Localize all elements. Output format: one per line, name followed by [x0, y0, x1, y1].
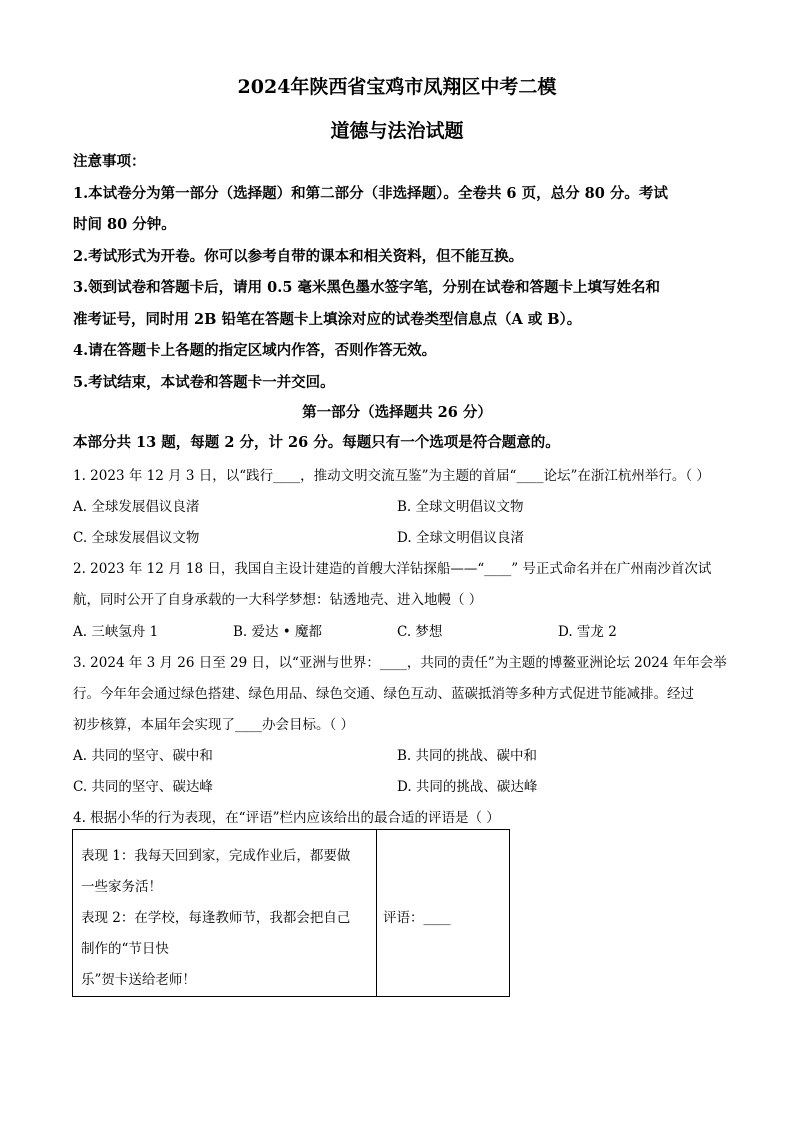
- option-a[interactable]: A. 共同的坚守、碳中和: [73, 748, 213, 764]
- question-stem: 3. 2024 年 3 月 26 日至 29 日，以“亚洲与世界：____，共同的责任”为主题的博鳌亚洲论坛 2024 年年会举: [73, 655, 727, 671]
- behavior-line: 表现 1：我每天回到家，完成作业后，都要做: [81, 848, 351, 864]
- behavior-line: 制作的“节日快: [81, 941, 169, 957]
- exam-title: 2024年陕西省宝鸡市凤翔区中考二模: [237, 76, 557, 98]
- question-stem: 初步核算，本届年会实现了____办会目标。（ ）: [73, 717, 355, 733]
- behavior-line: 一些家务活！: [81, 879, 162, 895]
- option-d[interactable]: D. 共同的挑战、碳达峰: [397, 779, 538, 795]
- behavior-line: 表现 2：在学校，每逢教师节，我都会把自己: [81, 910, 351, 926]
- notice-item: 5.考试结束，本试卷和答题卡一并交回。: [73, 374, 335, 391]
- option-a[interactable]: A. 三峡氢舟 1: [73, 624, 159, 640]
- option-d[interactable]: D. 全球文明倡议良渚: [397, 530, 524, 546]
- option-c[interactable]: C. 全球发展倡议文物: [73, 530, 200, 546]
- notice-heading: 注意事项：: [73, 153, 146, 170]
- comment-label: 评语：____: [383, 910, 451, 926]
- option-b[interactable]: B. 共同的挑战、碳中和: [397, 748, 538, 764]
- notice-item: 4.请在答题卡上各题的指定区域内作答，否则作答无效。: [73, 342, 437, 359]
- evaluation-table: [72, 829, 510, 997]
- notice-item: 时间 80 分钟。: [73, 216, 176, 233]
- notice-item: 准考证号，同时用 2B 铅笔在答题卡上填涂对应的试卷类型信息点（A 或 B）。: [73, 311, 582, 328]
- option-d[interactable]: D. 雪龙 2: [558, 624, 617, 640]
- notice-item: 1.本试卷分为第一部分（选择题）和第二部分（非选择题）。全卷共 6 页，总分 80 分。考试: [73, 185, 668, 202]
- option-a[interactable]: A. 全球发展倡议良渚: [73, 499, 200, 515]
- option-c[interactable]: C. 梦想: [397, 624, 443, 640]
- option-b[interactable]: B. 全球文明倡议文物: [397, 499, 524, 515]
- question-stem: 航，同时公开了自身承载的一大科学梦想：钻透地壳、进入地幔（ ）: [73, 592, 483, 608]
- option-b[interactable]: B. 爱达 • 魔都: [233, 624, 323, 640]
- question-stem: 行。今年年会通过绿色搭建、绿色用品、绿色交通、绿色互动、蓝碳抵消等多种方式促进节能减排。经过: [73, 686, 694, 702]
- notice-item: 2.考试形式为开卷。你可以参考自带的课本和相关资料，但不能互换。: [73, 248, 524, 265]
- part-instruction: 本部分共 13 题，每题 2 分，计 26 分。每题只有一个选项是符合题意的。: [73, 434, 560, 451]
- part-heading: 第一部分（选择题共 26 分）: [302, 404, 492, 421]
- behavior-cell: [73, 830, 377, 997]
- question-stem: 2. 2023 年 12 月 18 日，我国自主设计建造的首艘大洋钻探船——“____” 号正式命名并在广州南沙首次试: [73, 561, 712, 577]
- exam-subject: 道德与法治试题: [330, 120, 464, 142]
- question-stem: 4. 根据小华的行为表现，在“评语”栏内应该给出的最合适的评语是（ ）: [73, 810, 500, 826]
- behavior-line: 乐”贺卡送给老师！: [81, 972, 196, 988]
- comment-cell: [377, 830, 510, 997]
- notice-item: 3.领到试卷和答题卡后，请用 0.5 毫米黑色墨水签字笔，分别在试卷和答题卡上填写姓名和: [73, 279, 660, 296]
- question-stem: 1. 2023 年 12 月 3 日，以“践行____，推动文明交流互鉴”为主题的首届“____论坛”在浙江杭州举行。（ ）: [73, 468, 710, 484]
- option-c[interactable]: C. 共同的坚守、碳达峰: [73, 779, 213, 795]
